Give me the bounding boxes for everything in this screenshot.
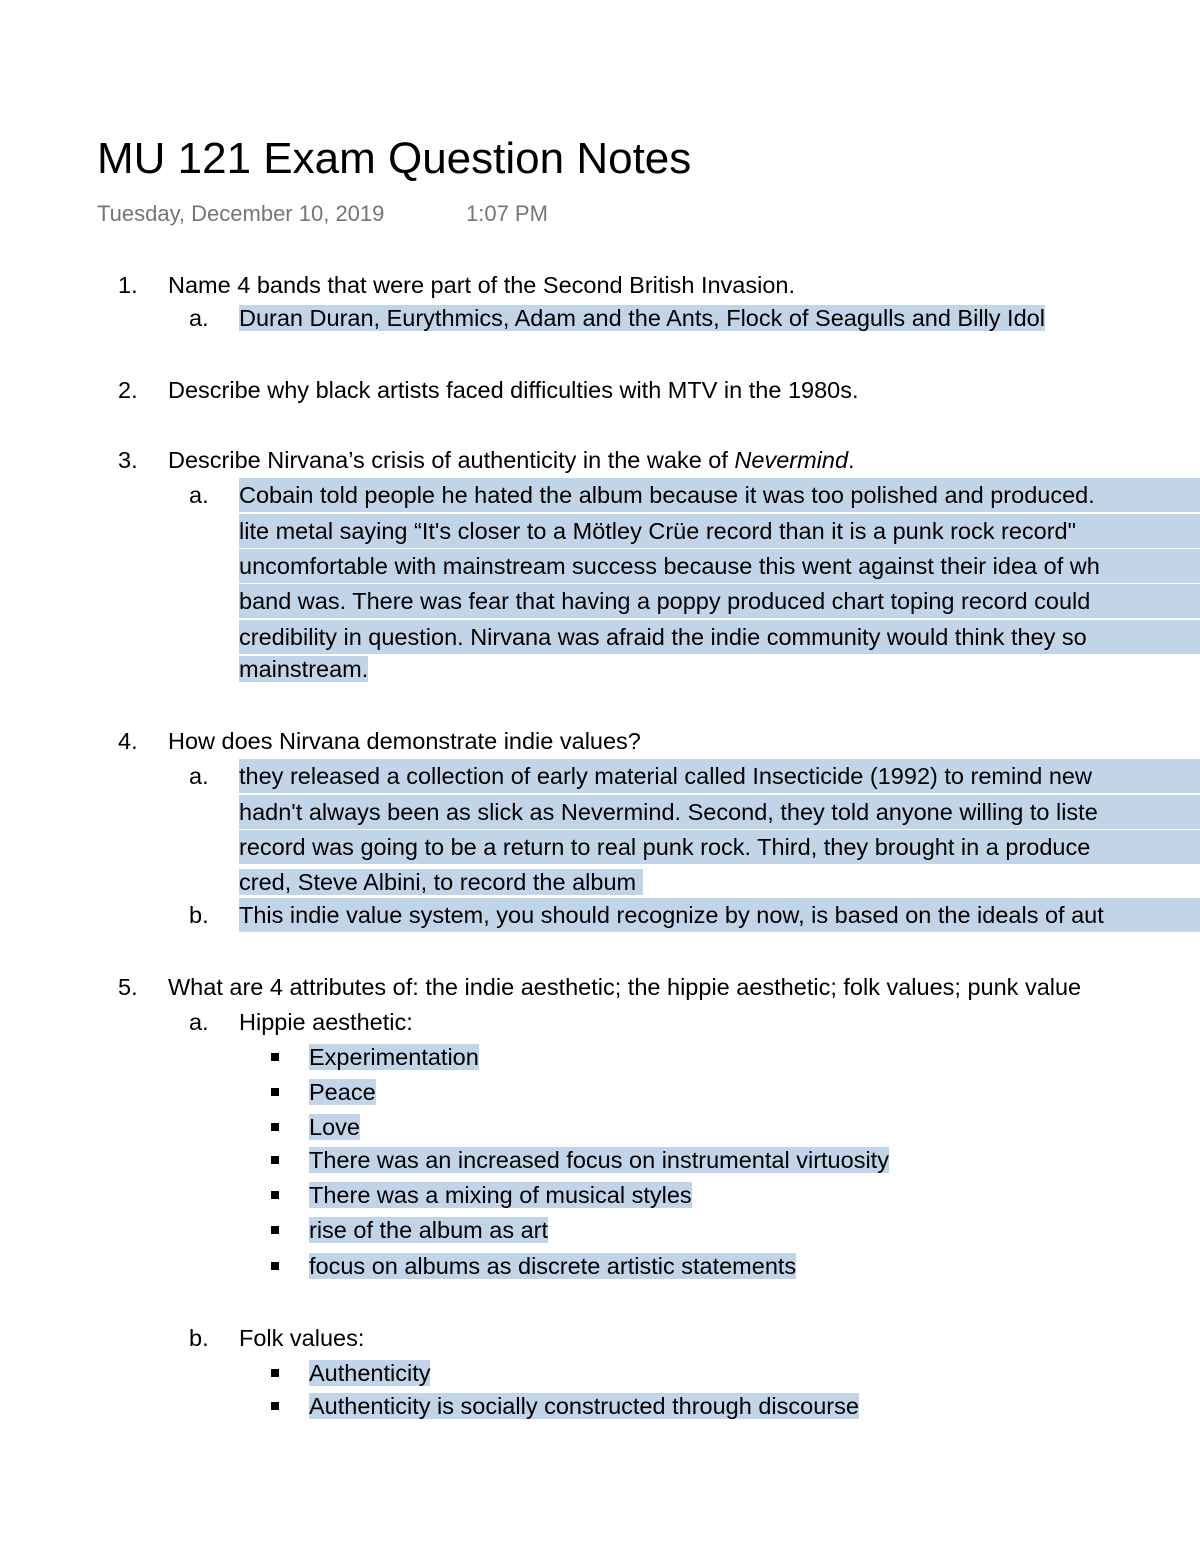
question-number: 4. bbox=[118, 728, 138, 754]
highlighted-text: cred, Steve Albini, to record the album bbox=[239, 869, 637, 895]
square-bullet-icon bbox=[271, 1053, 279, 1061]
page-title: MU 121 Exam Question Notes bbox=[97, 134, 692, 183]
answer-line: credibility in question. Nirvana was afraid the indie community would think they so bbox=[239, 620, 1200, 654]
answer-line: record was going to be a return to real punk rock. Third, they brought in a produce bbox=[239, 830, 1200, 864]
page-date: Tuesday, December 10, 2019 bbox=[97, 201, 385, 226]
square-bullet-icon bbox=[271, 1369, 279, 1377]
answer-line: band was. There was fear that having a poppy produced chart toping record could bbox=[239, 584, 1200, 618]
answer-line: This indie value system, you should recognize by now, is based on the ideals of aut bbox=[239, 898, 1200, 932]
question-number: 1. bbox=[118, 272, 138, 298]
answer-line: lite metal saying “It's closer to a Mötley Crüe record than it is a punk rock record" bbox=[239, 514, 1200, 548]
question-text: Name 4 bands that were part of the Second British Invasion. bbox=[168, 272, 796, 298]
question-number: 2. bbox=[118, 377, 138, 403]
answer-label: Hippie aesthetic: bbox=[239, 1009, 413, 1035]
square-bullet-icon bbox=[271, 1191, 279, 1199]
answer-line: Cobain told people he hated the album because it was too polished and produced. bbox=[239, 478, 1200, 512]
square-bullet-icon bbox=[271, 1088, 279, 1096]
square-bullet-icon bbox=[271, 1226, 279, 1234]
question-text: Describe why black artists faced difficulties with MTV in the 1980s. bbox=[168, 377, 859, 403]
answer-line bbox=[239, 652, 368, 686]
answer-line: they released a collection of early material called Insecticide (1992) to remind new bbox=[239, 759, 1200, 793]
answer-letter: b. bbox=[189, 1325, 209, 1351]
bullet-item: There was an increased focus on instrumental virtuosity bbox=[309, 1147, 889, 1173]
album-title: Nevermind bbox=[734, 447, 849, 473]
bullet-item: Experimentation bbox=[309, 1044, 479, 1070]
answer-letter: b. bbox=[189, 902, 209, 928]
answer-letter: a. bbox=[189, 1009, 209, 1035]
question-number: 5. bbox=[118, 974, 138, 1000]
question-text: Describe Nirvana’s crisis of authenticity in the wake of Nevermind. bbox=[168, 447, 855, 473]
square-bullet-icon bbox=[271, 1402, 279, 1410]
page-time: 1:07 PM bbox=[466, 201, 548, 226]
answer-line: hadn't always been as slick as Nevermind. Second, they told anyone willing to liste bbox=[239, 795, 1200, 829]
square-bullet-icon bbox=[271, 1262, 279, 1270]
square-bullet-icon bbox=[271, 1123, 279, 1131]
bullet-item: Peace bbox=[309, 1079, 376, 1105]
bullet-item: focus on albums as discrete artistic statements bbox=[309, 1253, 797, 1279]
answer-letter: a. bbox=[189, 763, 209, 789]
answer-label: Folk values: bbox=[239, 1325, 365, 1351]
answer-letter: a. bbox=[189, 305, 209, 331]
question-number: 3. bbox=[118, 447, 138, 473]
square-bullet-icon bbox=[271, 1156, 279, 1164]
answer-line bbox=[239, 301, 1133, 335]
bullet-item: There was a mixing of musical styles bbox=[309, 1182, 692, 1208]
bullet-item: Authenticity is socially constructed through discourse bbox=[309, 1393, 859, 1419]
question-text: How does Nirvana demonstrate indie values? bbox=[168, 728, 641, 754]
highlighted-text: mainstream. bbox=[239, 656, 369, 682]
answer-line bbox=[239, 865, 643, 899]
answer-letter: a. bbox=[189, 482, 209, 508]
bullet-item: Authenticity bbox=[309, 1360, 431, 1386]
question-text: What are 4 attributes of: the indie aesthetic; the hippie aesthetic; folk values; punk value bbox=[168, 974, 1082, 1000]
bullet-item: Love bbox=[309, 1114, 360, 1140]
bullet-item: rise of the album as art bbox=[309, 1217, 549, 1243]
highlighted-text: Duran Duran, Eurythmics, Adam and the Ants, Flock of Seagulls and Billy Idol bbox=[239, 305, 1045, 331]
answer-line: uncomfortable with mainstream success because this went against their idea of wh bbox=[239, 549, 1200, 583]
